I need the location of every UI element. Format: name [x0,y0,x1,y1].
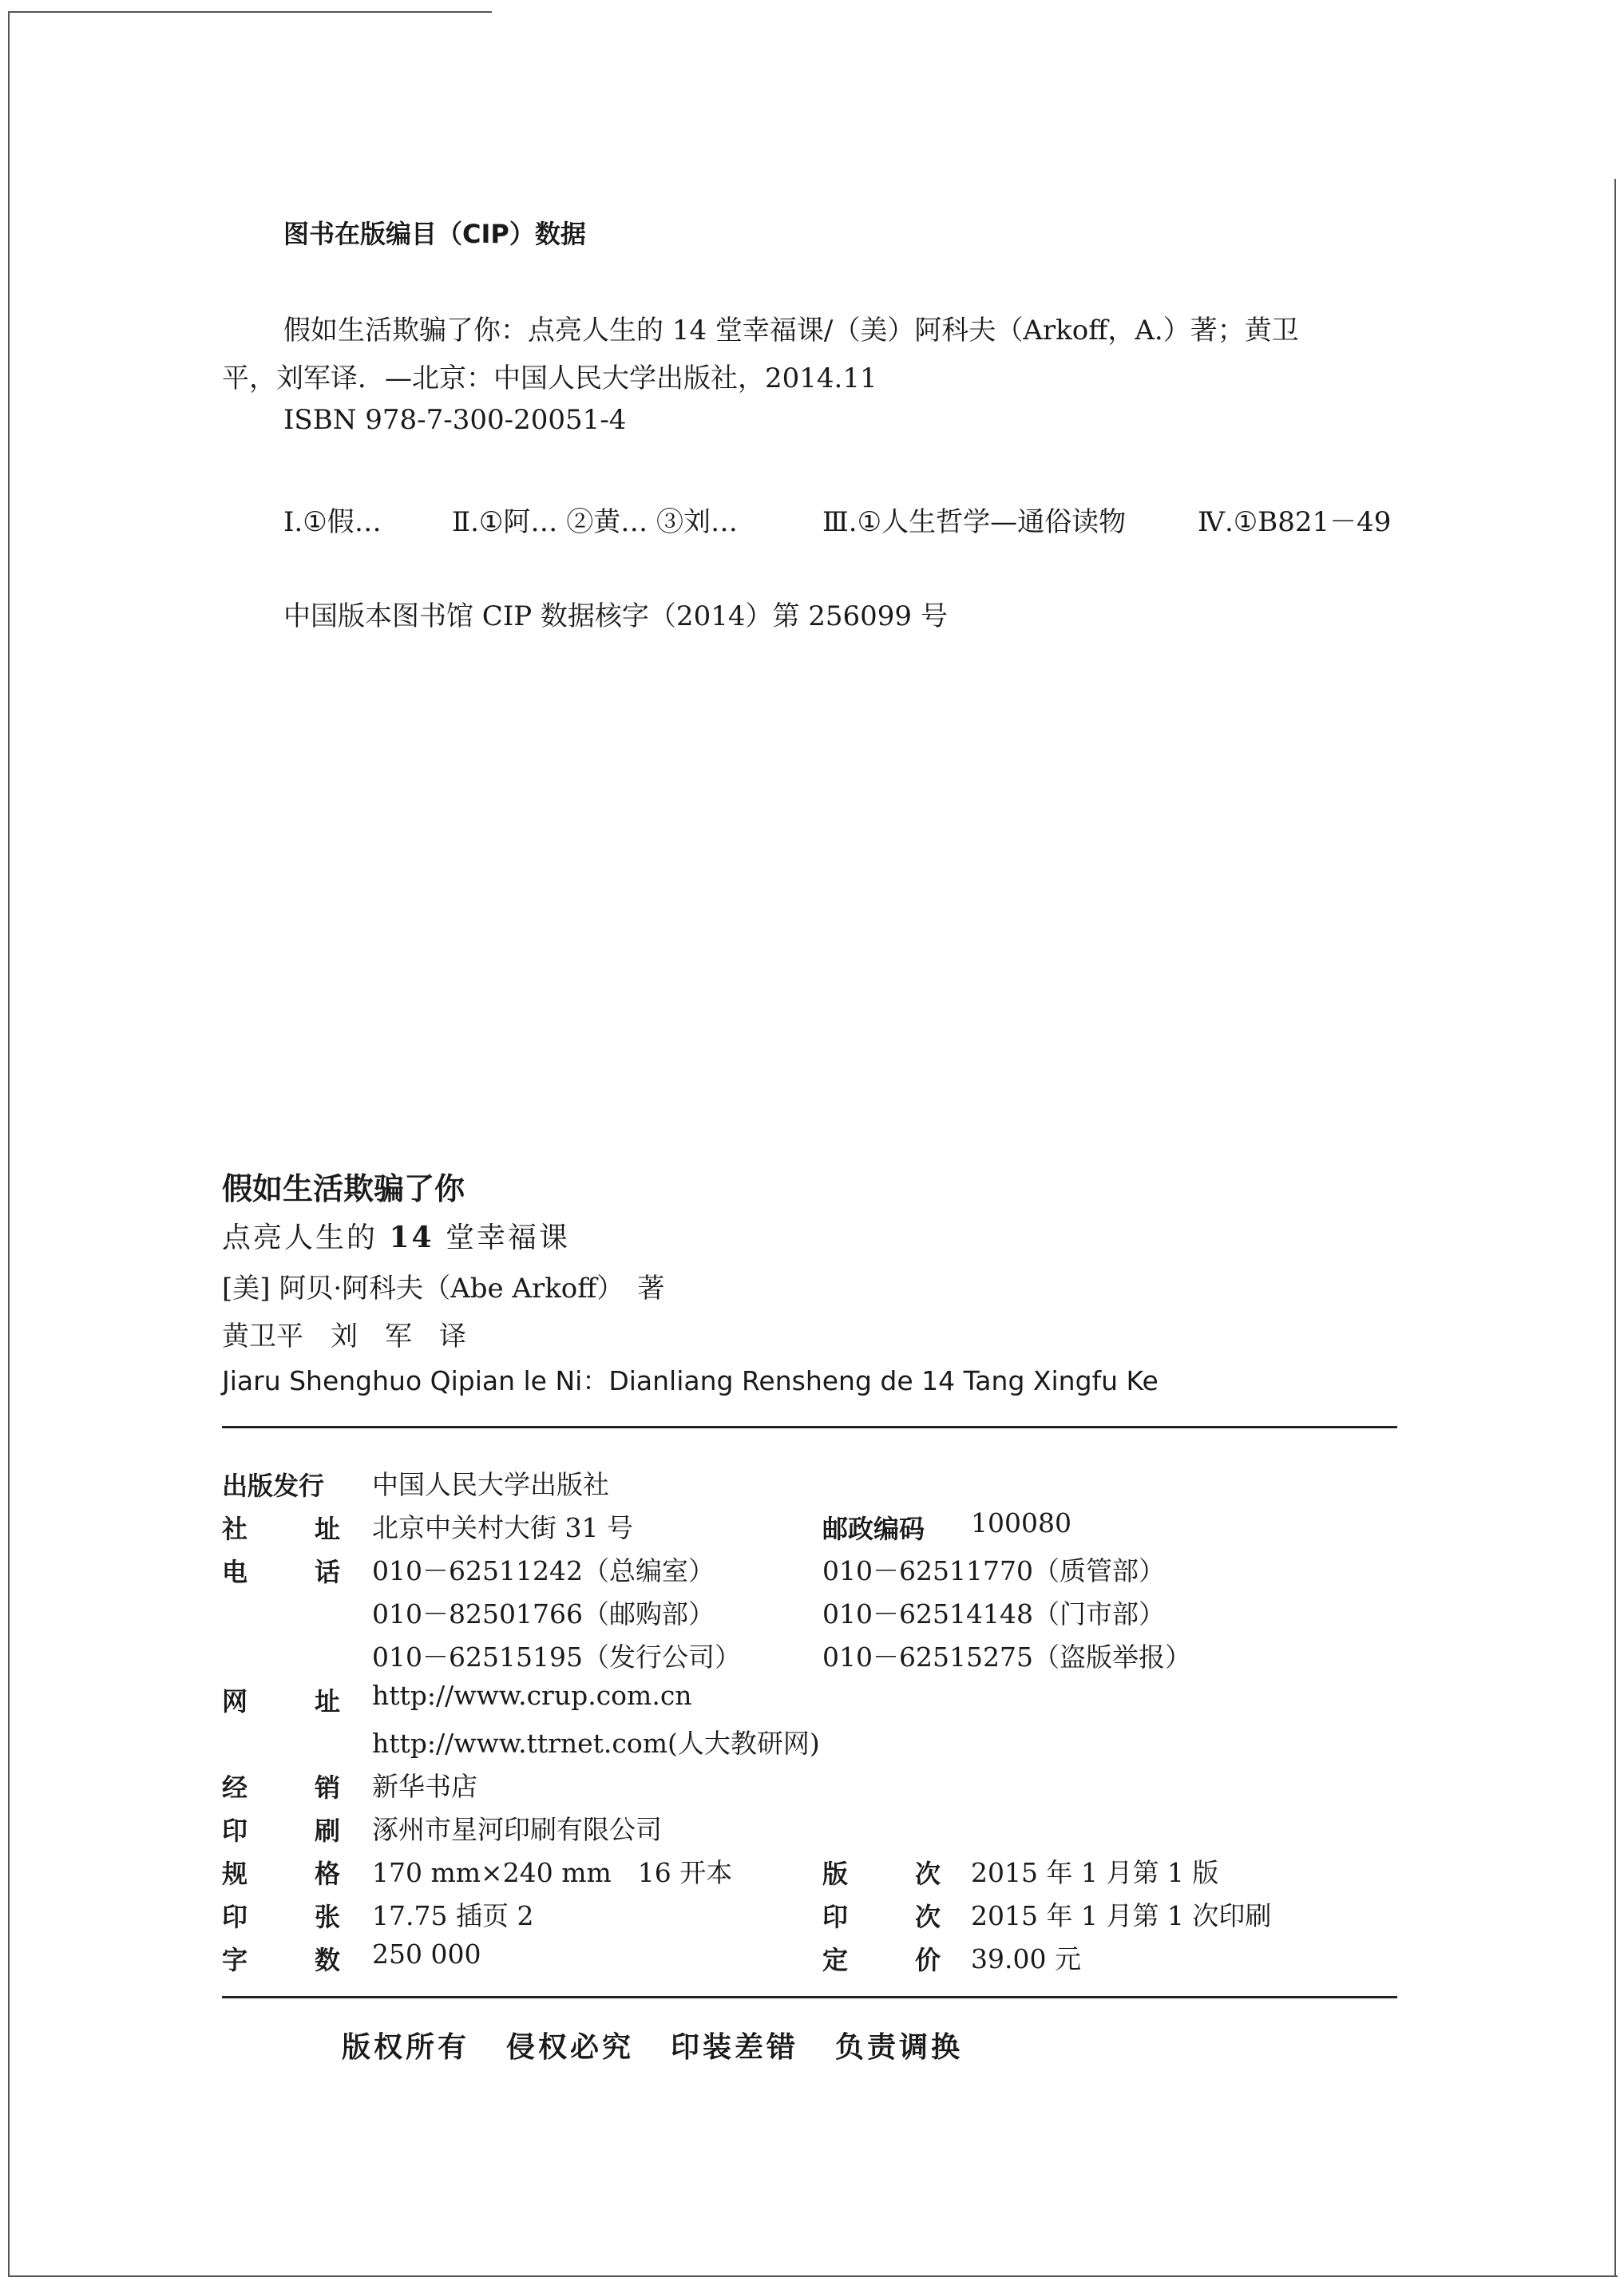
cip-approval: 中国版本图书馆 CIP 数据核字（2014）第 256099 号 [283,600,948,632]
frame-bottom-line [8,2275,1618,2277]
translator-1: 黄卫平 [222,1321,303,1352]
postcode-value: 100080 [971,1507,1071,1539]
translator-2: 刘 军 [331,1321,412,1352]
edition-value: 2015 年 1 月第 1 版 [971,1857,1219,1888]
website-2: http://www.ttrnet.com(人大教研网) [372,1728,820,1759]
book-subtitle-number: 14 [389,1221,434,1254]
price-label-char-1: 定 [822,1945,849,1975]
address-value: 北京中关村大街 31 号 [372,1512,633,1543]
footer-phrase-2: 侵权必究 [506,2030,635,2064]
book-title: 假如生活欺骗了你 [222,1171,465,1206]
phone-right-2: 010－62514148（门市部） [822,1598,1165,1630]
phone-label-char-2: 话 [314,1557,340,1587]
postcode-label: 邮政编码 [822,1514,925,1544]
distributor-label [222,1768,340,1804]
printer-value: 涿州市星河印刷有限公司 [372,1814,662,1845]
cip-heading: 图书在版编目（CIP）数据 [283,219,586,249]
frame-top-line [8,11,492,13]
cip-classification-2: Ⅱ.①阿… ②黄… ③刘… [452,506,739,538]
edition-label [822,1854,941,1891]
distributor-label-char-2: 销 [314,1772,340,1803]
spec-label-char-2: 格 [314,1859,340,1889]
printing-label-char-1: 印 [822,1902,849,1932]
footer-phrase-3: 印装差错 [671,2030,799,2064]
book-subtitle-post: 堂幸福课 [434,1222,571,1254]
printer-label [222,1811,340,1847]
phone-label [222,1552,340,1589]
book-translators [222,1314,466,1353]
words-label [222,1940,340,1977]
address-label-char-2: 址 [314,1514,340,1544]
spec-label-char-1: 规 [222,1859,248,1889]
cip-line-2: 平，刘军译．—北京：中国人民大学出版社，2014.11 [222,362,877,394]
website-1: http://www.crup.com.cn [372,1680,692,1711]
frame-right-line [1614,179,1616,2275]
printing-label-char-2: 次 [914,1902,941,1932]
words-value: 250 000 [372,1938,481,1970]
printing-label [822,1897,941,1934]
book-subtitle-pre: 点亮人生的 [222,1222,390,1254]
distributor-label-char-1: 经 [222,1772,248,1803]
publisher-label: 出版发行 [222,1471,325,1501]
copyright-footer [342,2025,1000,2065]
price-label-char-2: 价 [914,1945,941,1975]
sheets-label-char-2: 张 [314,1902,340,1932]
words-label-char-2: 数 [314,1945,340,1975]
book-pinyin-title: Jiaru Shenghuo Qipian le Ni：Dianliang Rensheng de 14 Tang Xingfu Ke [222,1365,1159,1396]
cip-isbn: ISBN 978-7-300-20051-4 [283,404,627,436]
distributor-value: 新华书店 [372,1771,477,1802]
divider-bottom [222,1996,1397,1998]
website-label [222,1681,340,1718]
printer-label-char-2: 刷 [314,1816,340,1846]
phone-left-2: 010－82501766（邮购部） [372,1598,715,1630]
cip-classification-3: Ⅲ.①人生哲学—通俗读物 [822,506,1127,538]
address-label [222,1509,340,1546]
cip-classification-4: Ⅳ.①B821－49 [1198,506,1392,538]
cip-line-1: 假如生活欺骗了你：点亮人生的 14 堂幸福课/（美）阿科夫（Arkoff，A.）著；黄卫 [283,315,1299,347]
spec-value: 170 mm×240 mm 16 开本 [372,1857,733,1888]
sheets-label [222,1897,340,1934]
words-label-char-1: 字 [222,1945,248,1975]
website-label-char-1: 网 [222,1686,248,1717]
address-label-char-1: 社 [222,1514,248,1544]
sheets-label-char-1: 印 [222,1902,248,1932]
publisher-value: 中国人民大学出版社 [372,1469,609,1500]
phone-left-1: 010－62511242（总编室） [372,1555,715,1586]
frame-left-line [8,11,10,2275]
footer-phrase-4: 负责调换 [835,2030,964,2064]
divider-top [222,1426,1397,1428]
book-author: [美] 阿贝·阿科夫（Abe Arkoff） 著 [222,1273,665,1305]
edition-label-char-1: 版 [822,1859,849,1889]
printing-value: 2015 年 1 月第 1 次印刷 [971,1900,1272,1931]
price-label [822,1940,941,1977]
price-value: 39.00 元 [971,1943,1081,1974]
translator-suffix: 译 [439,1321,466,1352]
spec-label [222,1854,340,1891]
website-label-char-2: 址 [314,1686,340,1717]
book-subtitle [222,1215,570,1256]
sheets-value: 17.75 插页 2 [372,1900,534,1931]
phone-left-3: 010－62515195（发行公司） [372,1641,741,1673]
phone-right-1: 010－62511770（质管部） [822,1555,1165,1586]
phone-right-3: 010－62515275（盗版举报） [822,1641,1191,1673]
printer-label-char-1: 印 [222,1816,248,1846]
cip-classification-1: Ⅰ.①假… [283,506,382,538]
edition-label-char-2: 次 [914,1859,941,1889]
phone-label-char-1: 电 [222,1557,248,1587]
footer-phrase-1: 版权所有 [342,2030,470,2064]
